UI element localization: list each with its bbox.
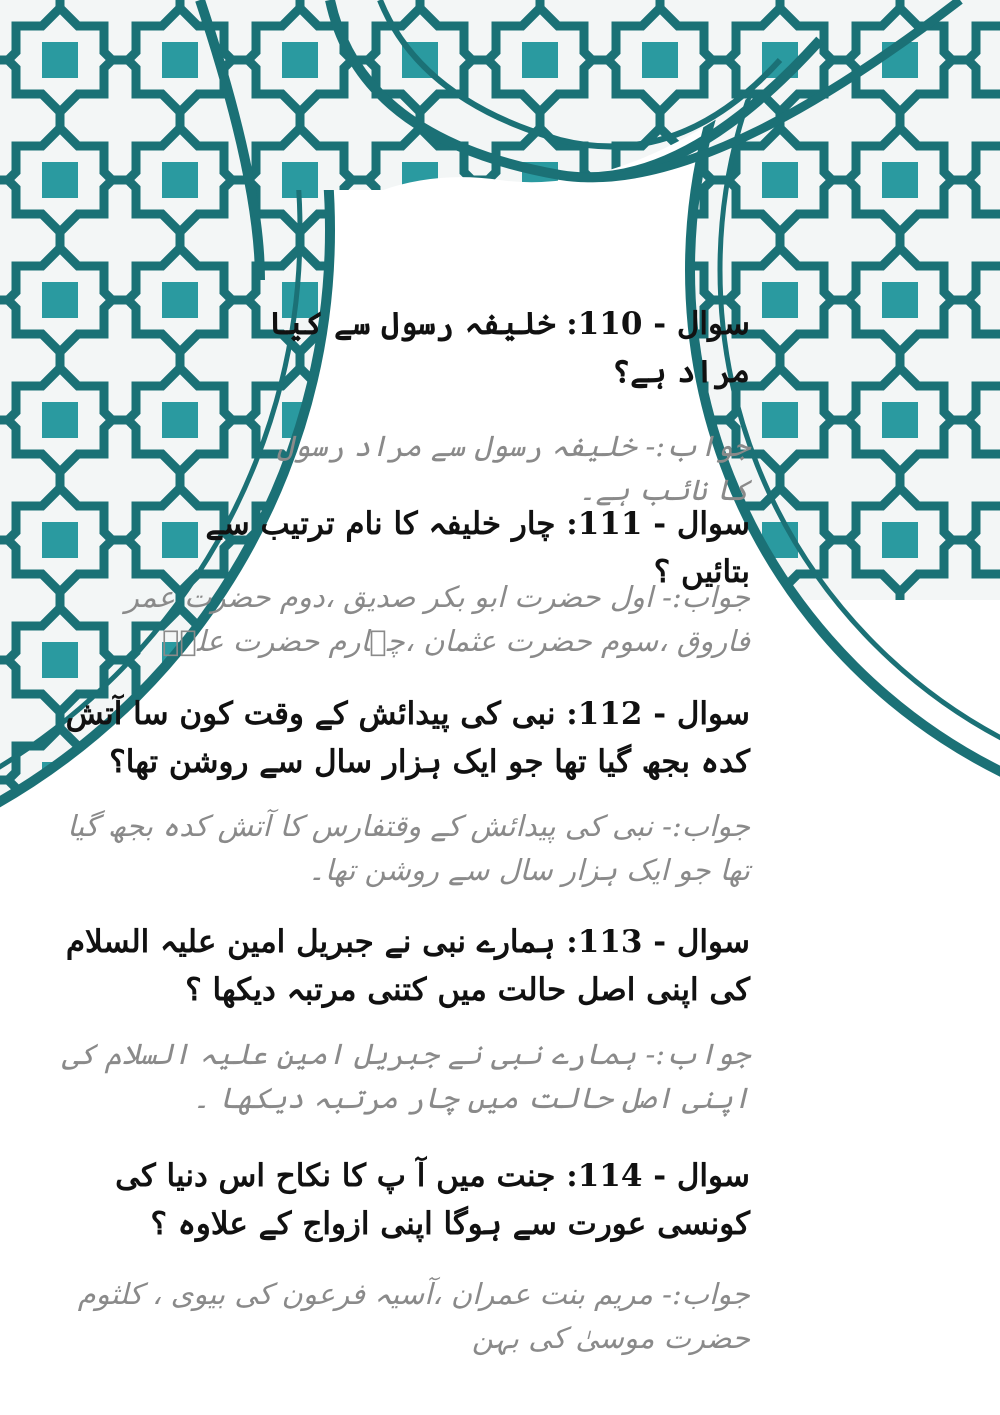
answer-110: جواب:- خلیفہ رسول سے مراد رسول کا نائب ہے۔ <box>276 429 750 507</box>
question-111: سوال - 111: چار خلیفہ کا نام ترتیب سے بتائیں ؟ <box>205 506 750 590</box>
answer-114: جواب:- مریم بنت عمران ،آسیہ فرعون کی بیوی ، کلثوم حضرت موسیٰ کی بہن <box>77 1277 750 1355</box>
answer-111: جواب:- اول حضرت ابو بکر صدیق ،دوم حضرت عمر فاروق ،سوم حضرت عثمان ،چہارم حضرت علیؓ <box>124 580 750 658</box>
question-112: سوال - 112: نبی کی پیدائش کے وقت کون سا آتش کدہ بجھ گیا تھا جو ایک ہزار سال سے روشن تھا؟ <box>65 696 750 780</box>
question-110: سوال - 110: خلیفہ رسول سے کیا مراد ہے؟ <box>268 306 750 390</box>
question-114: سوال - 114: جنت میں آ پ کا نکاح اس دنیا کی کونسی عورت سے ہوگا اپنی ازواج کے علاوہ ؟ <box>115 1158 750 1242</box>
answer-112: جواب:- نبی کی پیدائش کے وقتفارس کا آتش کدہ بجھ گیا تھا جو ایک ہزار سال سے روشن تھا۔ <box>67 809 750 887</box>
question-113: سوال - 113: ہمارے نبی نے جبریل امین علیہ السلام کی اپنی اصل حالت میں کتنی مرتبہ دیکھا ؟ <box>65 924 750 1008</box>
answer-113: جواب:- ہمارے نبی نے جبریل امین علیہ السلام کی اپنی اصل حالت میں چار مرتبہ دیکھا ۔ <box>61 1037 750 1115</box>
qa-block-113 <box>45 918 750 1120</box>
qa-block-112 <box>45 690 750 892</box>
qa-block-114 <box>45 1152 750 1360</box>
qa-block-110 <box>250 300 750 512</box>
qa-answer-111 <box>45 575 750 663</box>
